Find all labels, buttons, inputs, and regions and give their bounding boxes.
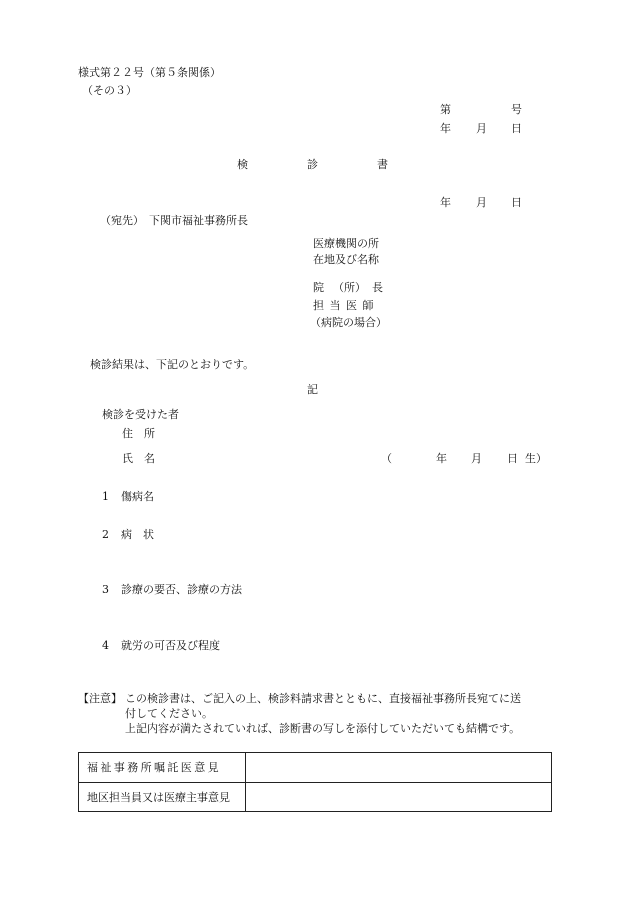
physician-opinion-field[interactable] — [246, 753, 551, 782]
item-3-num: 3 — [102, 583, 109, 596]
intro-text: 検診結果は、下記のとおりです。 — [90, 358, 255, 371]
issue-date-year: 年 — [440, 196, 451, 209]
top-date-year: 年 — [440, 122, 451, 135]
form-number: 様式第２２号（第５条関係） — [78, 66, 221, 79]
birth-day: 日 — [507, 452, 518, 465]
birth-open: （ — [381, 452, 392, 465]
birth-month: 月 — [471, 452, 482, 465]
title-char-3: 書 — [377, 158, 388, 171]
note-line-3: 上記内容が満たされていれば、診断書の写しを添付していただいても結構です。 — [125, 722, 521, 735]
item-3-label: 診療の要否、診療の方法 — [121, 583, 242, 596]
item-4-num: 4 — [102, 639, 109, 652]
director-char-c: 長 — [372, 281, 383, 294]
item-1-label: 傷病名 — [121, 490, 154, 503]
item-4-label: 就労の可否及び程度 — [121, 639, 220, 652]
institution-line-1: 医療機関の所 — [313, 237, 379, 250]
title-char-2: 診 — [307, 158, 318, 171]
issue-date-day: 日 — [511, 196, 522, 209]
item-2-label: 病 状 — [121, 528, 154, 541]
table-row — [79, 753, 551, 783]
patient-heading: 検診を受けた者 — [102, 408, 179, 421]
note-line-2: 付してください。 — [125, 707, 213, 720]
top-date-day: 日 — [511, 122, 522, 135]
opinion-table — [78, 752, 552, 812]
doc-no-go: 号 — [511, 103, 522, 116]
doctor-label: 担 当 医 師 — [313, 299, 375, 312]
ki-label: 記 — [307, 383, 318, 396]
top-date-month: 月 — [476, 122, 487, 135]
institution-line-2: 在地及び名称 — [313, 253, 379, 266]
title-char-1: 検 — [237, 158, 248, 171]
note-line-1: この検診書は、ご記入の上、検診料請求書とともに、直接福祉事務所長宛てに送 — [125, 692, 521, 705]
addressee-prefix: （宛先） — [100, 214, 144, 227]
address-label: 住 所 — [122, 427, 155, 440]
birth-year: 年 — [436, 452, 447, 465]
table-row — [79, 783, 551, 812]
issue-date-month: 月 — [476, 196, 487, 209]
addressee-name: 下関市福祉事務所長 — [149, 214, 248, 227]
name-label: 氏 名 — [122, 452, 155, 465]
doc-no-dai: 第 — [440, 103, 451, 116]
item-2-num: 2 — [102, 528, 109, 541]
director-char-b: （所） — [333, 281, 366, 294]
director-char-a: 院 — [313, 281, 324, 294]
note-tag: 【注意】 — [78, 692, 122, 705]
row-label-physician: 福祉事務所嘱託医意見 — [87, 761, 221, 774]
sub-number: （その３） — [82, 84, 137, 97]
row-label-caseworker: 地区担当員又は医療主事意見 — [87, 791, 230, 804]
caseworker-opinion-field[interactable] — [246, 783, 551, 812]
doctor-note: （病院の場合） — [310, 316, 387, 329]
item-1-num: 1 — [102, 490, 109, 503]
birth-close: 生） — [525, 452, 547, 465]
